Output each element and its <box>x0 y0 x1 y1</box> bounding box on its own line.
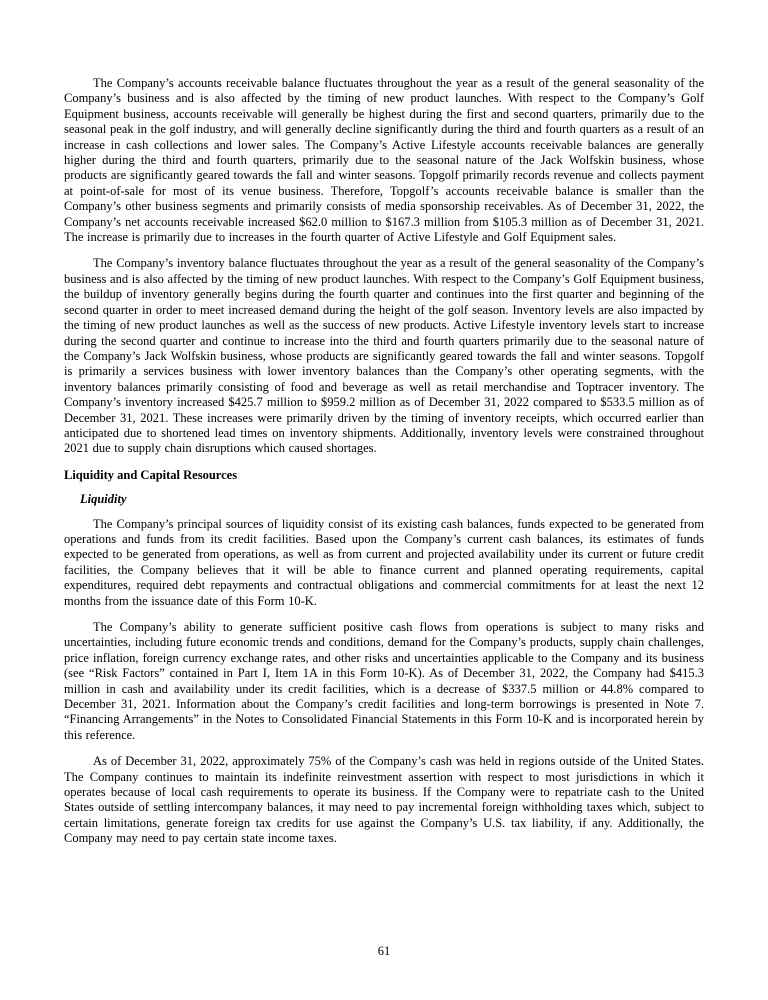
paragraph-liquidity-sources: The Company’s principal sources of liquidity consist of its existing cash balances, funds expected to be generated from operations and funds from its credit facilities. Based upon the Company’s current cash balances, its estimates of funds expected to be generated from operations, as well as from current and projected availability under its current or future credit facilities, the Company believes that it will be able to finance current and planned operating requirements, capital expenditures, required debt repayments and contractual obligations and commercial commitments for at least the next 12 months from the issuance date of this Form 10-K. <box>64 516 704 608</box>
paragraph-cash-flow-risks: The Company’s ability to generate sufficient positive cash flows from operations is subject to many risks and uncertainties, including future economic trends and conditions, demand for the Company’s products, supply chain challenges, price inflation, foreign currency exchange rates, and other risks and uncertainties applicable to the Company and its business (see “Risk Factors” contained in Part I, Item 1A in this Form 10-K). As of December 31, 2022, the Company had $415.3 million in cash and availability under its credit facilities, which is a decrease of $337.5 million or 44.8% compared to December 31, 2021. Information about the Company’s credit facilities and long-term borrowings is presented in Note 7. “Financing Arrangements” in the Notes to Consolidated Financial Statements in this Form 10-K and is incorporated herein by this reference. <box>64 620 704 742</box>
page-number: 61 <box>377 944 391 958</box>
subheading-liquidity: Liquidity <box>80 492 127 507</box>
heading-liquidity-and-capital-resources: Liquidity and Capital Resources <box>64 467 238 482</box>
paragraph-inventory: The Company’s inventory balance fluctuates throughout the year as a result of the general seasonality of the Company’s business and is also affected by the timing of new product launches. With respect to the Company’s Golf Equipment business, the buildup of inventory generally begins during the fourth quarter and continues into the first quarter and beginning of the second quarter in order to meet increased demand during the height of the golf season. Inventory levels are also impacted by the timing of new product launches as well as the success of new products. Active Lifestyle inventory levels start to increase during the second quarter and continue to increase into the third and fourth quarters primarily due to the seasonal nature of the Company’s Jack Wolfskin business, whose products are significantly geared towards the fall and winter seasons. Topgolf is primarily a services business with lower inventory balances than the Company’s other operating segments, with the inventory balances primarily consisting of food and beverage as well as retail merchandise and Toptracer inventory. The Company’s inventory increased $425.7 million to $959.2 million as of December 31, 2022 compared to $533.5 million as of December 31, 2021. These increases were primarily driven by the timing of inventory receipts, which occurred earlier than anticipated due to shortened lead times on inventory shipments. Additionally, inventory levels were constrained throughout 2021 due to supply chain disruptions which caused shortages. <box>64 256 704 456</box>
paragraph-cash-held-outside-us: As of December 31, 2022, approximately 75% of the Company’s cash was held in regions outside of the United States. The Company continues to maintain its indefinite reinvestment assertion with respect to most jurisdictions in which it operates because of local cash requirements to operate its business. If the Company were to repatriate cash to the United States outside of settling intercompany balances, it may need to pay incremental foreign withholding taxes which, subject to certain limitations, generate foreign tax credits for use against the Company’s U.S. tax liability, if any. Additionally, the Company may need to pay certain state income taxes. <box>64 754 704 846</box>
paragraph-accounts-receivable: The Company’s accounts receivable balance fluctuates throughout the year as a result of the general seasonality of the Company’s business and is also affected by the timing of new product launches. With respect to the Company’s Golf Equipment business, accounts receivable will generally be highest during the first and second quarters, primarily due to the seasonal peak in the golf industry, and will generally decline significantly during the third and fourth quarters as a result of an increase in cash collections and lower sales. The Company’s Active Lifestyle accounts receivable balances are generally higher during the third and fourth quarters, primarily due to the seasonal nature of the Jack Wolfskin business, whose products are significantly geared towards the fall and winter seasons. Topgolf primarily records revenue and collects payment at point-of-sale for most of its venue business. Therefore, Topgolf’s accounts receivable balance is smaller than the Company’s other business segments and primarily consists of media sponsorship receivables. As of December 31, 2022, the Company’s net accounts receivable increased $62.0 million to $167.3 million from $105.3 million as of December 31, 2021. The increase is primarily due to increases in the fourth quarter of Active Lifestyle and Golf Equipment sales. <box>64 76 704 245</box>
page-content <box>64 76 704 858</box>
